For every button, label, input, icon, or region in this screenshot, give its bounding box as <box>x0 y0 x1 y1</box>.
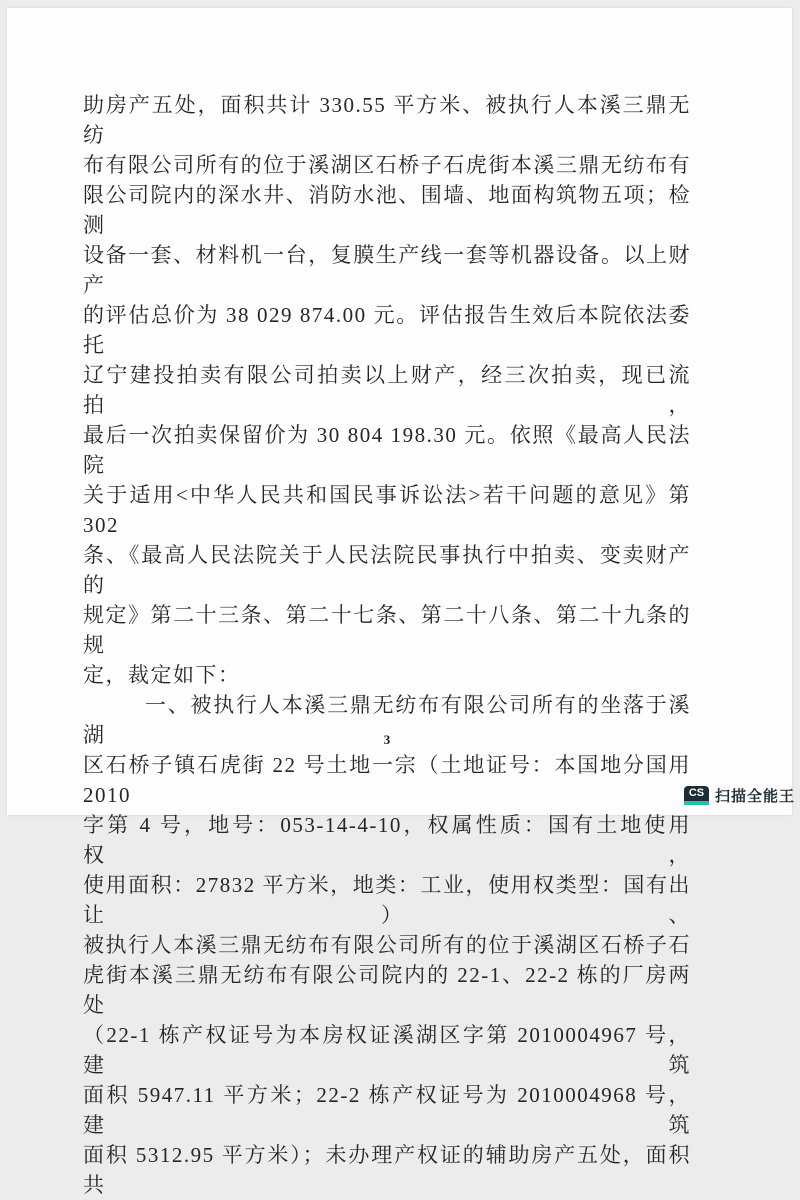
document-line: 条、《最高人民法院关于人民法院民事执行中拍卖、变卖财产的 <box>83 543 691 597</box>
document-line: 使用面积：27832 平方米，地类：工业，使用权类型：国有出让）、 <box>83 873 691 927</box>
document-line: 布有限公司所有的位于溪湖区石桥子石虎街本溪三鼎无纺布有 <box>83 153 691 177</box>
document-line: 被执行人本溪三鼎无纺布有限公司所有的位于溪湖区石桥子石 <box>83 933 691 957</box>
camscanner-watermark <box>684 785 795 805</box>
document-line: 区石桥子镇石虎街 22 号土地一宗（土地证号：本国地分国用 2010 <box>83 753 691 807</box>
document-line: 辽宁建投拍卖有限公司拍卖以上财产，经三次拍卖，现已流拍， <box>83 363 691 417</box>
document-line: 设备一套、材料机一台，复膜生产线一套等机器设备。以上财产 <box>83 243 691 297</box>
document-line: 虎街本溪三鼎无纺布有限公司院内的 22-1、22-2 栋的厂房两处 <box>83 963 691 1017</box>
document-line: 关于适用<中华人民共和国民事诉讼法>若干问题的意见》第 302 <box>83 483 691 537</box>
document-line: 最后一次拍卖保留价为 30 804 198.30 元。依照《最高人民法院 <box>83 423 691 477</box>
document-line: 定，裁定如下： <box>83 663 241 687</box>
document-line: 面积 5947.11 平方米；22-2 栋产权证号为 2010004968 号，建筑 <box>83 1083 691 1137</box>
document-line: 助房产五处，面积共计 330.55 平方米、被执行人本溪三鼎无纺 <box>83 93 691 147</box>
page-number: 3 <box>383 732 391 747</box>
document-line: 字第 4 号，地号：053-14-4-10，权属性质：国有土地使用权， <box>83 813 691 867</box>
document-line: 规定》第二十三条、第二十七条、第二十八条、第二十九条的规 <box>83 603 691 657</box>
camscanner-watermark-label: 扫描全能王 <box>714 787 795 805</box>
document-text-block <box>83 90 691 1200</box>
document-line: 限公司院内的深水井、消防水池、围墙、地面构筑物五项；检测 <box>83 183 691 237</box>
document-line: 的评估总价为 38 029 874.00 元。评估报告生效后本院依法委托 <box>83 303 691 357</box>
document-line: 面积 5312.95 平方米）；未办理产权证的辅助房产五处，面积共 <box>83 1143 691 1197</box>
camscanner-logo-icon: CS <box>684 786 709 805</box>
document-line: 一、被执行人本溪三鼎无纺布有限公司所有的坐落于溪湖 <box>83 693 691 747</box>
document-page <box>7 8 792 1197</box>
document-line: （22-1 栋产权证号为本房权证溪湖区字第 2010004967 号，建筑 <box>83 1023 691 1077</box>
